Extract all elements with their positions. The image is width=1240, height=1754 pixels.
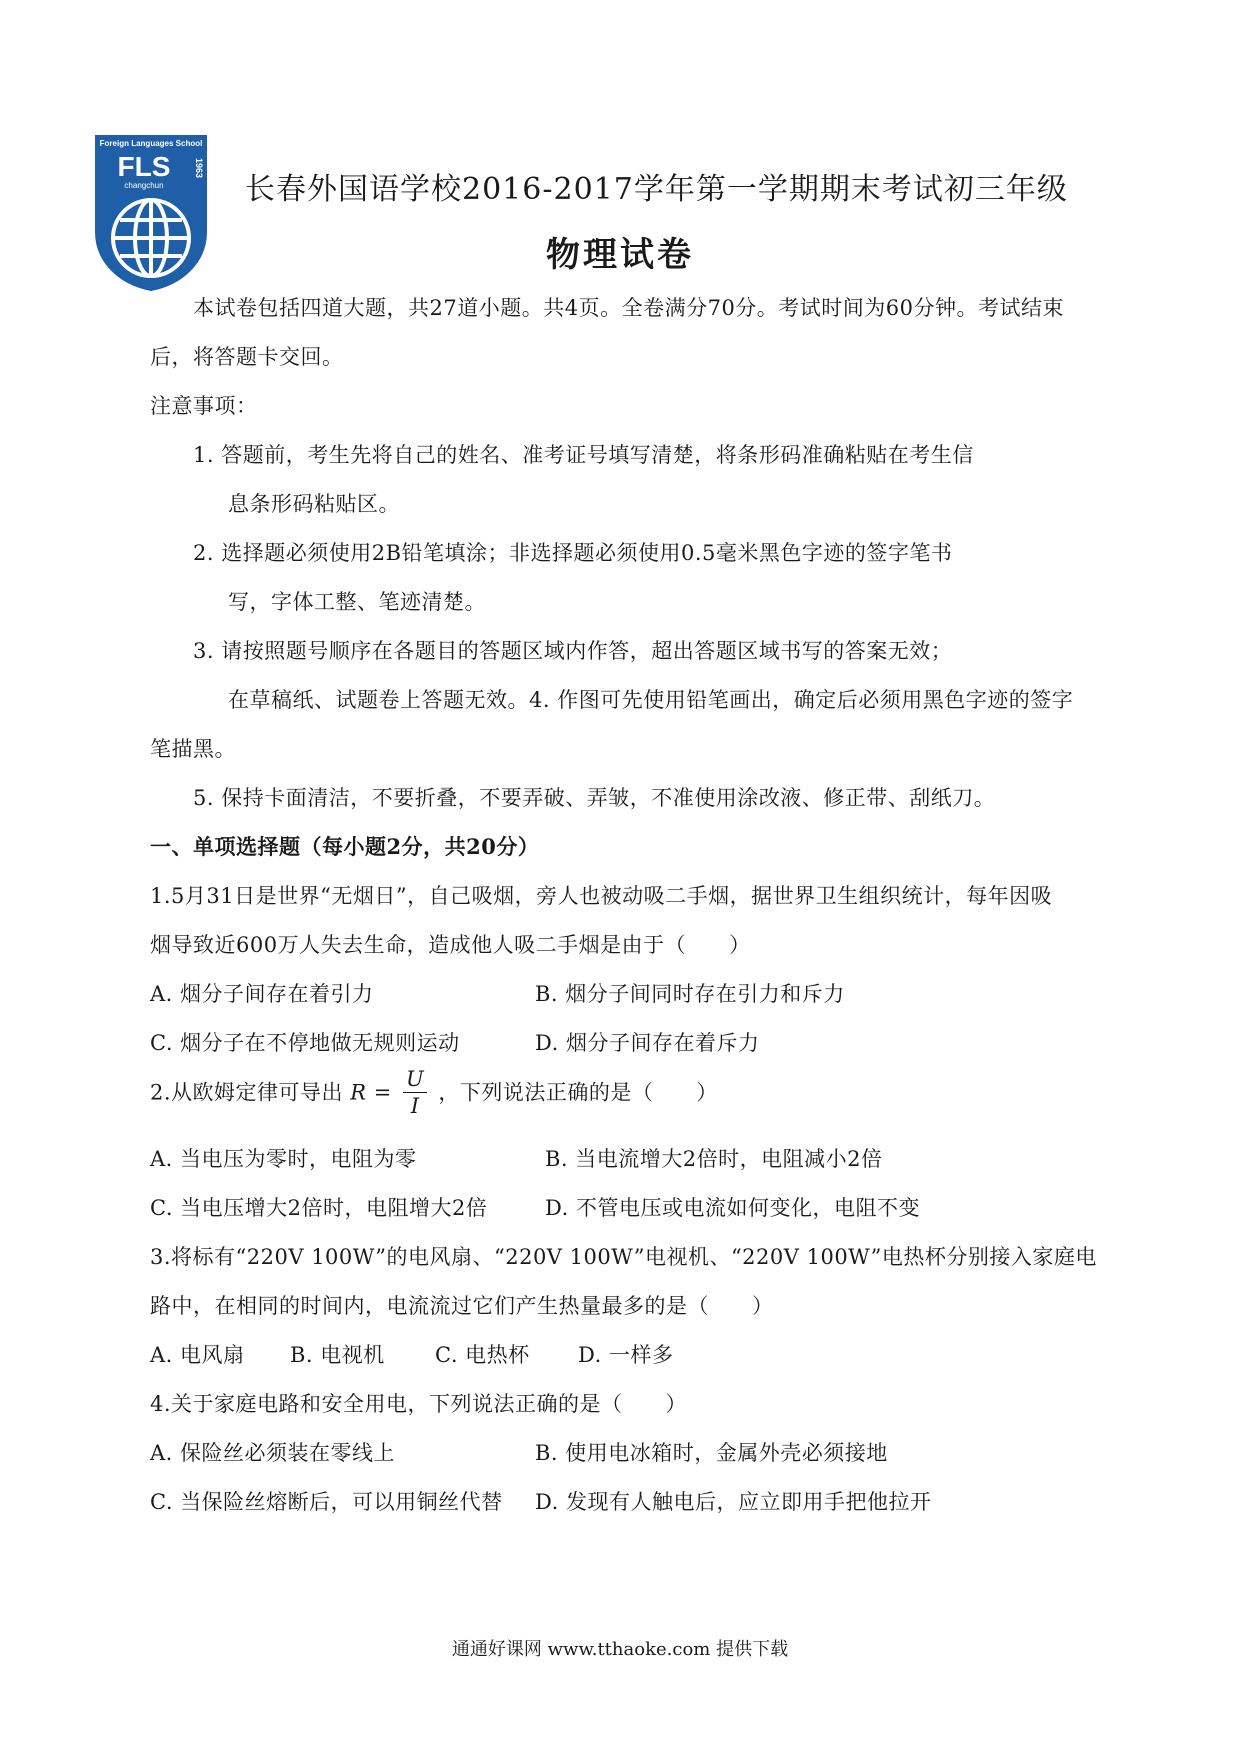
q1-option-d: D. 烟分子间存在着斥力 — [535, 1031, 760, 1055]
note-1-line-2: 息条形码粘贴区。 — [228, 492, 400, 516]
note-3-line-1: 3. 请按照题号顺序在各题目的答题区域内作答，超出答题区域书写的答案无效； — [193, 639, 953, 663]
q3-option-c: C. 电热杯 — [435, 1343, 530, 1367]
note-1-line-1: 1. 答题前，考生先将自己的姓名、准考证号填写清楚，将条形码准确粘贴在考生信 — [193, 443, 974, 467]
logo-city: changchun — [124, 181, 164, 190]
logo-top-text: Foreign Languages School — [99, 139, 203, 148]
q4-option-d: D. 发现有人触电后，应立即用手把他拉开 — [535, 1490, 932, 1514]
q2-option-c: C. 当电压增大2倍时，电阻增大2倍 — [150, 1196, 488, 1220]
q1-stem-line-1: 1.5月31日是世界“无烟日”，自己吸烟，旁人也被动吸二手烟，据世界卫生组织统计，每年因吸 — [150, 884, 1053, 908]
q2-equation-denominator: I — [410, 1094, 420, 1118]
q2-option-b: B. 当电流增大2倍时，电阻减小2倍 — [545, 1147, 883, 1171]
q2-option-a: A. 当电压为零时，电阻为零 — [150, 1147, 417, 1171]
q2-stem — [150, 1066, 718, 1119]
q1-option-a: A. 烟分子间存在着引力 — [150, 982, 374, 1006]
intro-line-1: 本试卷包括四道大题，共27道小题。共4页。全卷满分70分。考试时间为60分钟。考试结束 — [193, 296, 1065, 320]
q2-equation-numerator: U — [403, 1066, 427, 1093]
q3-stem-line-2: 路中，在相同的时间内，电流流过它们产生热量最多的是（ ） — [150, 1294, 774, 1318]
intro-line-2: 后，将答题卡交回。 — [150, 345, 344, 369]
logo-abbr: FLS — [117, 151, 171, 182]
q4-option-b: B. 使用电冰箱时，金属外壳必须接地 — [535, 1441, 888, 1465]
note-5: 5. 保持卡面清洁，不要折叠，不要弄破、弄皱，不准使用涂改液、修正带、刮纸刀。 — [193, 786, 996, 810]
q1-stem-line-2: 烟导致近600万人失去生命，造成他人吸二手烟是由于（ ） — [150, 933, 751, 957]
q1-option-c: C. 烟分子在不停地做无规则运动 — [150, 1031, 460, 1055]
q4-option-a: A. 保险丝必须装在零线上 — [150, 1441, 396, 1465]
note-2-line-2: 写，字体工整、笔迹清楚。 — [228, 590, 486, 614]
notes-heading: 注意事项： — [150, 394, 258, 418]
q2-equation-fraction — [403, 1066, 427, 1119]
q4-option-c: C. 当保险丝熔断后，可以用铜丝代替 — [150, 1490, 503, 1514]
q3-option-a: A. 电风扇 — [150, 1343, 245, 1367]
q2-stem-pre: 2.从欧姆定律可导出 — [150, 1080, 344, 1105]
q2-option-d: D. 不管电压或电流如何变化，电阻不变 — [545, 1196, 920, 1220]
note-2-line-1: 2. 选择题必须使用2B铅笔填涂；非选择题必须使用0.5毫米黑色字迹的签字笔书 — [193, 541, 953, 565]
school-title: 长春外国语学校2016-2017学年第一学期期末考试初三年级 — [245, 172, 1068, 207]
section-1-heading: 一、单项选择题（每小题2分，共20分） — [150, 834, 540, 859]
q1-option-b: B. 烟分子间同时存在引力和斥力 — [535, 982, 845, 1006]
q2-stem-post: ，下列说法正确的是（ ） — [438, 1080, 718, 1105]
q4-stem: 4.关于家庭电路和安全用电，下列说法正确的是（ ） — [150, 1392, 688, 1416]
footer-watermark: 通通好课网 www.tthaoke.com 提供下载 — [451, 1639, 789, 1660]
note-3-line-2: 在草稿纸、试题卷上答题无效。4. 作图可先使用铅笔画出，确定后必须用黑色字迹的签字 — [228, 688, 1074, 712]
note-3-line-3: 笔描黑。 — [150, 737, 236, 761]
q2-equation-lhs: R = — [350, 1080, 392, 1105]
q3-option-d: D. 一样多 — [578, 1343, 674, 1367]
paper-title: 物理试卷 — [546, 235, 694, 275]
q3-stem-line-1: 3.将标有“220V 100W”的电风扇、“220V 100W”电视机、“220V 100W”电热杯分别接入家庭电 — [150, 1245, 1097, 1269]
q3-option-b: B. 电视机 — [290, 1343, 385, 1367]
logo-year: 1963 — [194, 157, 204, 179]
